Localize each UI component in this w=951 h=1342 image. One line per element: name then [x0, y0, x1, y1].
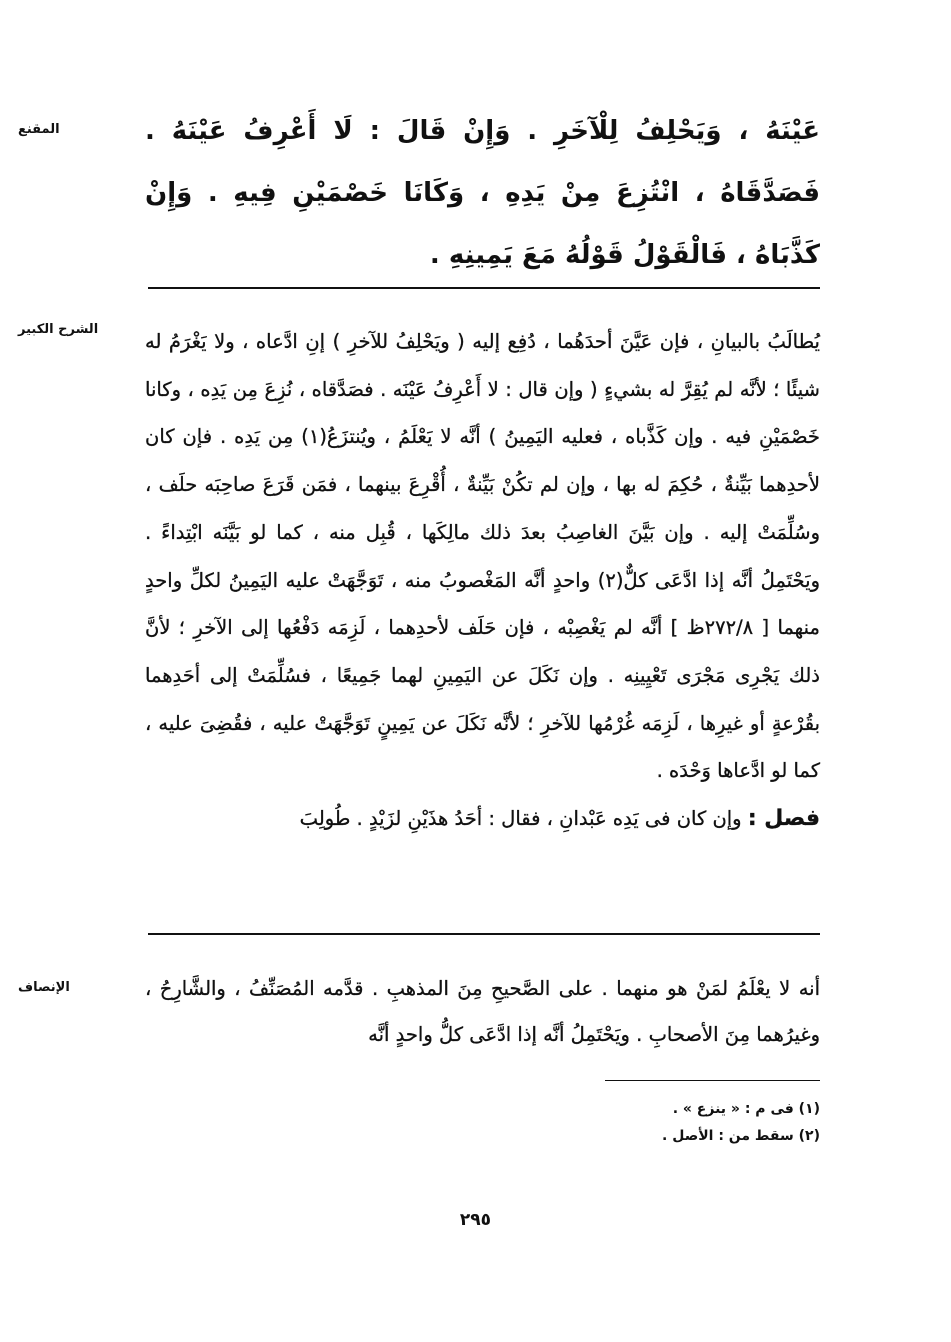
section-label-muqni: المقنع	[18, 122, 60, 137]
insaf-text: أنه لا يعْلَمُ لمَنْ هو منهما . على الصَّحيحِ مِنَ المذهبِ . قدَّمه المُصَنِّفُ ، والشَّارِحُ ، وغيرُهما مِنَ الأصحابِ . ويَحْتَمِلُ أنَّه إذا ادَّعَى كلُّ واحدٍ أنَّه	[145, 977, 820, 1046]
page-number: ٢٩٥	[459, 1210, 492, 1230]
muqni-text: عَيْنَهُ ، وَيَحْلِفُ لِلْآخَرِ . وَإِنْ قَالَ : لَا أَعْرِفُ عَيْنَهُ . فَصَدَّقَاهُ ، انْتُزِعَ مِنْ يَدِهِ ، وَكَانَا خَصْمَيْنِ فِيهِ . وَإِنْ كَذَّبَاهُ ، فَالْقَوْلُ قَوْلُهُ مَعَ يَمِينِهِ .	[145, 116, 820, 270]
footnote-2: (٢) سقط من : الأصل .	[662, 1128, 820, 1144]
footnotes	[400, 1096, 820, 1150]
section-label-sharh: الشرح الكبير	[18, 322, 99, 337]
section-divider	[148, 933, 820, 935]
sharh-text-block	[145, 318, 820, 843]
footnote-1: (١) فى م : « ينزع » .	[672, 1101, 820, 1117]
footnote-divider	[605, 1080, 820, 1081]
section-label-insaf: الإنصاف	[18, 980, 70, 995]
section-divider	[148, 287, 820, 289]
fasl-text: وإن كان فى يَدِه عَبْدانِ ، فقال : أحَدُ هذَيْنِ لزَيْدٍ . طُولِبَ	[299, 807, 742, 831]
fasl-heading: فصل :	[747, 806, 820, 832]
sharh-text: يُطالَبُ بالبيانِ ، فإن عَيَّنَ أحدَهُما ، دُفِع إليه ( ويَحْلِفُ للآخرِ ) إنِ ادَّعاه ، ولا يَغْرَمُ له شيئًا ؛ لأنَّه لم يُقِرَّ له بشيءٍ ( وإن قال : لا أَعْرِفُ عَيْنَه . فصَدَّقاه ، نُزِعَ مِن يَدِه ، وكانا خَصْمَيْنِ فيه . وإن كَذَّباه ، فعليه اليَمِينُ ) أنَّه لا يَعْلَمُ ، ويُنتزَعُ(١) مِن يَدِه . فإن كان لأحدِهما بَيِّنةٌ ، حُكِمَ له بها ، وإن لم تكُنْ بَيِّنةٌ ، أُقْرِعَ بينهما ، فمَن قَرَعَ صاحِبَه حلَف ، وسُلِّمَتْ إليه . وإن بَيَّنَ الغاصِبُ بعدَ ذلك مالِكَها ، قُبِل منه ، كما لو بَيَّنَه ابْتِداءً . ويَحْتَمِلُ أنَّه إذا ادَّعَى كلٌّ(٢) واحدٍ أنَّه المَغْصوبُ منه ، تَوَجَّهَتْ عليه اليَمِينُ لكلِّ واحدٍ منهما [ ٢٧٢/٨ظ ] أنَّه لم يَغْصِبْه ، فإن حَلَف لأحدِهما ، لَزِمَه دَفْعُها إلى الآخرِ ؛ لأنَّ ذلك يَجْرِى مَجْرَى تَعْيِينِه . وإن نَكَلَ عن اليَمِينِ لهما جَمِيعًا ، فسُلِّمَتْ إلى أحَدِهما بقُرْعةٍ أو غيرِها ، لَزِمَه غُرْمُها للآخرِ ؛ لأنَّه نَكَلَ عن يَمِينٍ تَوَجَّهَتْ عليه ، فقُضِىَ عليه ، كما لو ادَّعاها وَحْدَه .	[145, 330, 820, 783]
